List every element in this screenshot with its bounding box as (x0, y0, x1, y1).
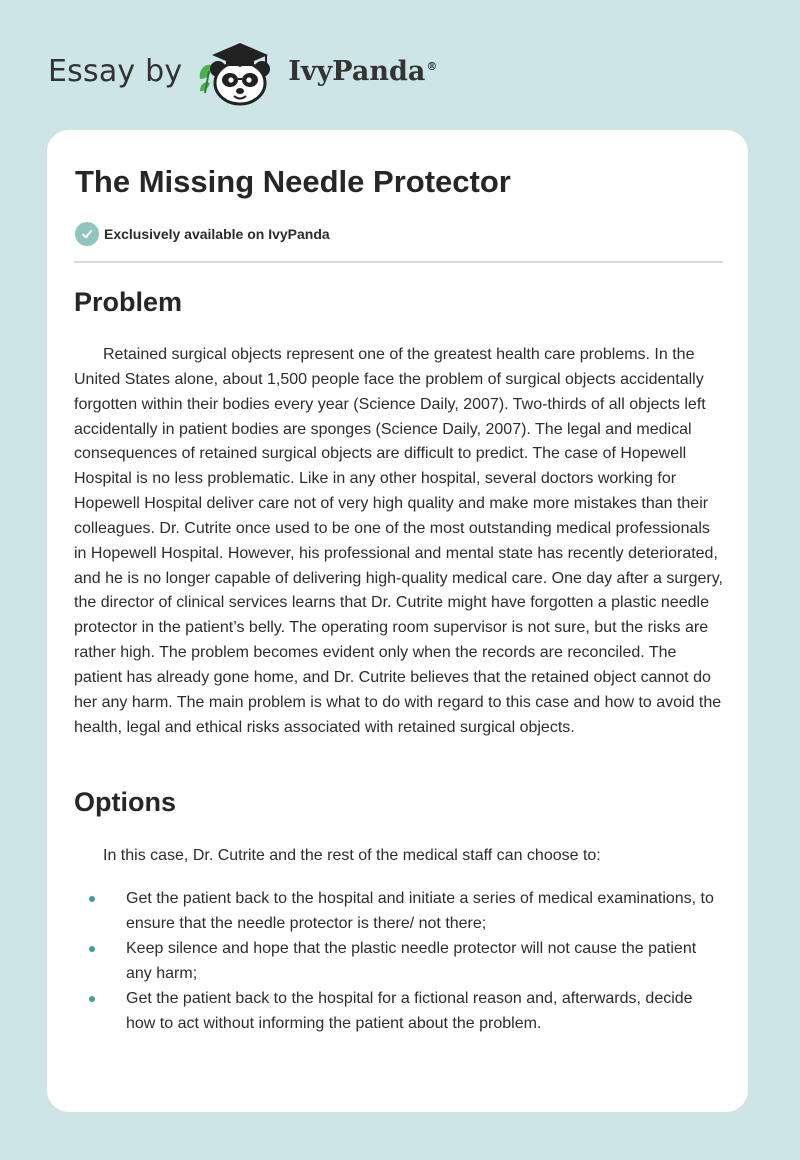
options-list (74, 886, 723, 1036)
site-header (48, 36, 528, 106)
page-title: The Missing Needle Protector (75, 164, 511, 199)
leaf-icon (200, 65, 212, 79)
essay-by-label: Essay by (48, 53, 183, 89)
problem-paragraph: Retained surgical objects represent one of the greatest health care problems. In the United States alone, about 1,500 people face the problem of surgical objects accidentally forgotten within their bodies every year (Science Daily, 2007). Two-thirds of all objects left accidentally in patient bodies are sponges (Science Daily, 2007). The legal and medical consequences of retained surgical objects are difficult to predict. The case of Hopewell Hospital is no less problematic. Like in any other hospital, several doctors working for Hopewell Hospital deliver care not of very high quality and make more mistakes than their colleagues. Dr. Cutrite once used to be one of the most outstanding medical professionals in Hopewell Hospital. However, his professional and mental state has recently deteriorated, and he is no longer capable of delivering high-quality medical care. One day after a surgery, the director of clinical services learns that Dr. Cutrite might have forgotten a plastic needle protector in the patient’s belly. The operating room supervisor is not sure, but the risks are rather high. The problem becomes evident only when the records are reconciled. The patient has already gone home, and Dr. Cutrite believes that the retained object cannot do her any harm. The main problem is what to do with regard to this case and how to avoid the health, legal and ethical risks associated with retained surgical objects. (74, 346, 723, 736)
panda-logo-icon[interactable] (196, 35, 284, 107)
exclusive-badge (75, 222, 330, 246)
list-item: Keep silence and hope that the plastic needle protector will not cause the patient any harm; (74, 936, 723, 986)
check-icon (75, 222, 99, 246)
badge-text: Exclusively available on IvyPanda (104, 226, 330, 242)
section-heading-options: Options (74, 787, 176, 817)
list-item: Get the patient back to the hospital for a fictional reason and, afterwards, decide how to act without informing the patient about the problem. (74, 986, 723, 1036)
list-item: Get the patient back to the hospital and initiate a series of medical examinations, to ensure that the needle protector is there/ not there; (74, 886, 723, 936)
divider (74, 261, 723, 263)
brand-name[interactable]: IvyPanda® (288, 55, 438, 87)
article-card (47, 130, 748, 1112)
section-heading-problem: Problem (74, 287, 183, 317)
options-intro: In this case, Dr. Cutrite and the rest of the medical staff can choose to: (103, 847, 601, 864)
